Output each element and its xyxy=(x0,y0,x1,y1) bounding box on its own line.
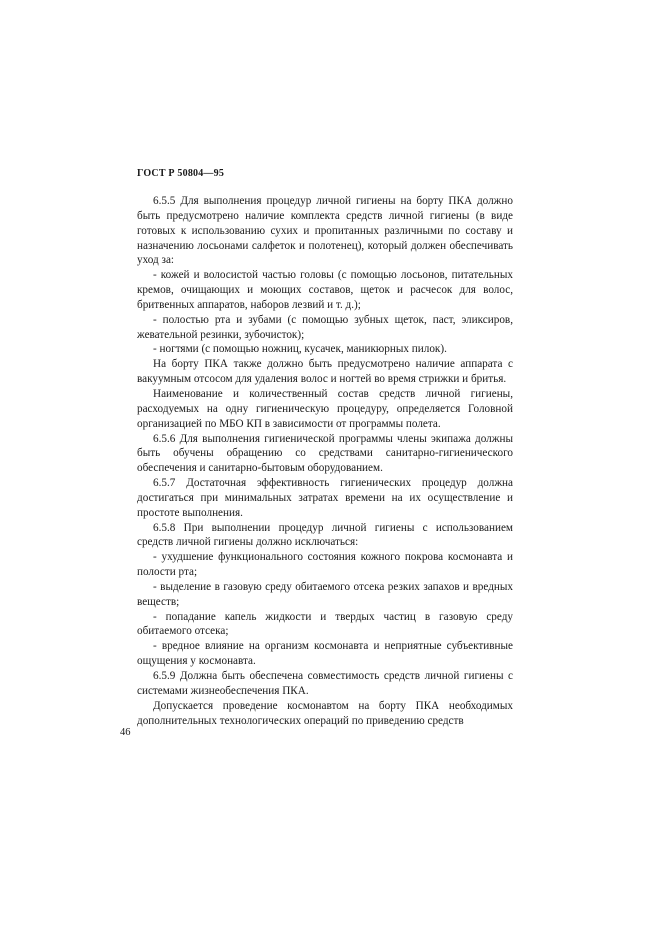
paragraph-additional-operations: Допускается проведение космонавтом на борту ПКА необходимых дополнительных технологических операций по приведению средств xyxy=(137,699,513,727)
paragraph-vacuum-device: На борту ПКА также должно быть предусмотрено наличие аппарата с вакуумным отсосом для удаления волос и ногтей во время стрижки и бритья. xyxy=(137,358,513,386)
list-item-skin-hair: - кожей и волосистой частью головы (с помощью лосьонов, питательных кремов, очищающих и моющих составов, щеток и расчесок для волос, бритвенных аппаратов, наборов лезвий и т. д.); xyxy=(137,269,513,311)
body-text xyxy=(137,194,513,728)
paragraph-6-5-5: 6.5.5 Для выполнения процедур личной гигиены на борту ПКА должно быть предусмотрено наличие комплекта средств личной гигиены (в виде готовых к использованию сухих и пропитанных различными по составу и назначению лосьонами салфеток и полотенец), который должен обеспечивать уход за: xyxy=(137,195,513,267)
paragraph-6-5-8: 6.5.8 При выполнении процедур личной гигиены с использованием средств личной гигиены должно исключаться: xyxy=(137,521,513,549)
list-item-skin-condition: - ухудшение функционального состояния кожного покрова космонавта и полости рта; xyxy=(137,551,513,579)
page-number: 46 xyxy=(120,727,131,738)
paragraph-composition: Наименование и количественный состав средств личной гигиены, расходуемых на одну гигиеническую процедуру, определяется Головной организацией по МБО КП в зависимости от программы полета. xyxy=(137,387,513,430)
list-item-harmful-effect: - вредное влияние на организм космонавта и неприятные субъективные ощущения у космонавта. xyxy=(137,640,513,668)
paragraph-6-5-7: 6.5.7 Достаточная эффективность гигиенических процедур должна достигаться при минимальных затратах времени на их осуществление и простоте выполнения. xyxy=(137,477,513,519)
list-item-odors: - выделение в газовую среду обитаемого отсека резких запахов и вредных веществ; xyxy=(137,580,513,608)
list-item-droplets: - попадание капель жидкости и твердых частиц в газовую среду обитаемого отсека; xyxy=(137,610,513,638)
list-item-mouth-teeth: - полостью рта и зубами (с помощью зубных щеток, паст, эликсиров, жевательной резинки, зубочисток); xyxy=(137,313,513,341)
list-item-nails: - ногтями (с помощью ножниц, кусачек, маникюрных пилок). xyxy=(153,343,447,356)
standard-header: ГОСТ Р 50804—95 xyxy=(137,168,225,179)
paragraph-6-5-6: 6.5.6 Для выполнения гигиенической программы члены экипажа должны быть обучены обращению со средствами санитарно-гигиенического обеспечения и санитарно-бытовым оборудованием. xyxy=(137,432,513,475)
paragraph-6-5-9: 6.5.9 Должна быть обеспечена совместимость средств личной гигиены с системами жизнеобеспечения ПКА. xyxy=(137,670,513,697)
